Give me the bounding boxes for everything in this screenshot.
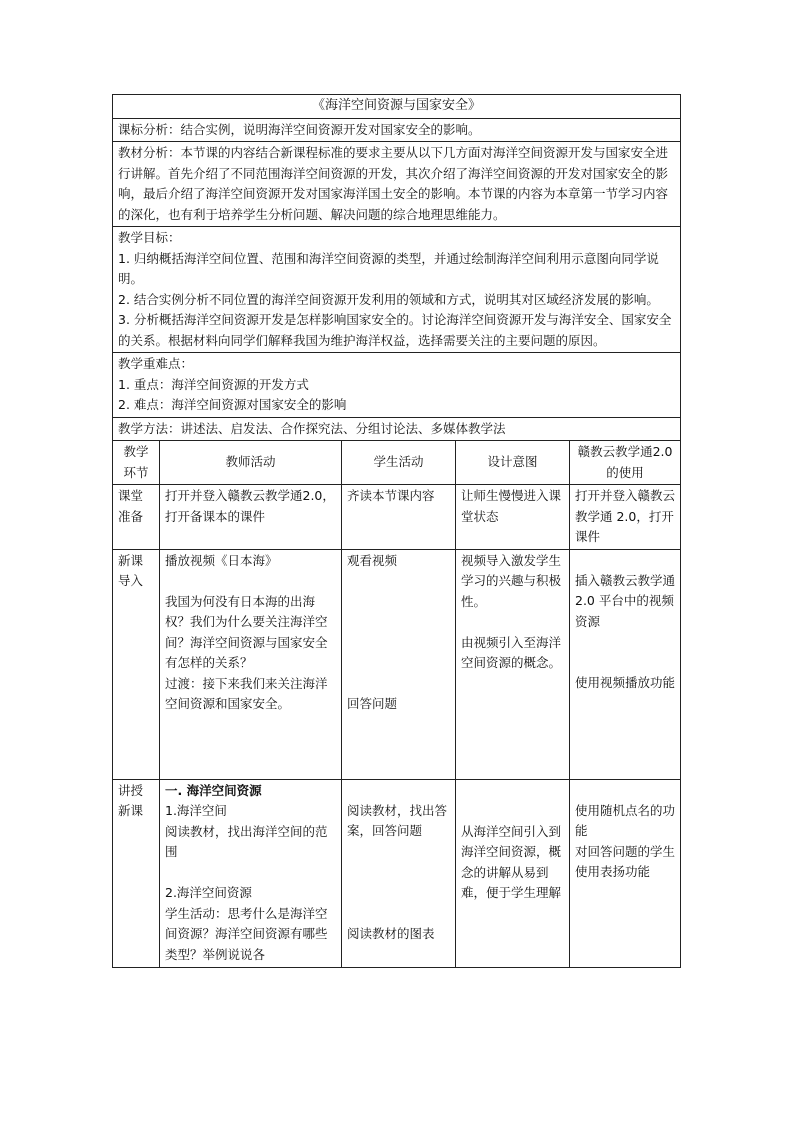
teaching-methods: 教学方法：讲述法、启发法、合作探究法、分组讨论法、多媒体教学法 [113, 417, 681, 441]
design-intent-cell [456, 549, 570, 779]
tool-usage-cell [570, 549, 681, 779]
teacher-activity-text: 我国为何没有日本海的出海权？我们为什么要关注海洋空间？海洋空间资源与国家安全有怎样的关系？ [165, 593, 328, 670]
teacher-activity-text: 过渡：接下来我们来关注海洋空间资源和国家安全。 [165, 675, 328, 711]
design-intent-text: 从海洋空间引入到海洋空间资源，概念的讲解从易到难，便于学生理解 [461, 823, 562, 900]
student-activity-text: 回答问题 [347, 696, 398, 711]
design-intent-cell: 让师生慢慢进入课堂状态 [456, 485, 570, 550]
key-points [113, 353, 681, 418]
column-header-tool: 赣教云教学通2.0的使用 [570, 441, 681, 485]
student-activity-text: 观看视频 [347, 552, 398, 568]
student-activity-text: 阅读教材的图表 [347, 925, 435, 941]
tool-usage-text: 对回答问题的学生使用表扬功能 [575, 843, 676, 879]
design-intent-text: 由视频引入至海洋空间资源的概念。 [461, 634, 562, 670]
subsection-heading: 1.海洋空间 [165, 803, 227, 818]
key-point-item: 2. 难点：海洋空间资源对国家安全的影响 [118, 397, 347, 412]
teacher-activity-text: 学生活动：思考什么是海洋空间资源？海洋空间资源有哪些类型？举例说说各 [165, 905, 328, 962]
teacher-activity-cell: 打开并登入赣教云教学通2.0，打开备课本的课件 [160, 485, 342, 550]
design-intent-text: 视频导入激发学生学习的兴趣与积极性。 [461, 552, 562, 609]
textbook-analysis: 教材分析：本节课的内容结合新课程标准的要求主要从以下几方面对海洋空间资源开发与国家安全进行讲解。首先介绍了不同范围海洋空间资源的开发，其次介绍了海洋空间资源的开发对国家安全的影响，最后介绍了海洋空间资源开发对国家海洋国土安全的影响。本节课的内容为本章第一节学习内容的深化，也有利于培养学生分析问题、解决问题的综合地理思维能力。 [113, 142, 681, 227]
objectives-heading: 教学目标： [118, 230, 181, 245]
stage-cell: 讲授新课 [113, 779, 160, 967]
lesson-plan-table [112, 94, 681, 968]
tool-usage-text: 使用随机点名的功能 [575, 802, 676, 838]
section-heading: 一. 海洋空间资源 [165, 782, 262, 798]
column-header-stage: 教学环节 [113, 441, 160, 485]
tool-usage-text: 使用视频播放功能 [575, 675, 676, 690]
objective-item: 3. 分析概括海洋空间资源开发是怎样影响国家安全的。讨论海洋空间资源开发与海洋安全、国家安全的关系。根据材料向同学们解释我国为维护海洋权益，选择需要关注的主要问题的原因。 [118, 312, 672, 348]
page-title: 《海洋空间资源与国家安全》 [113, 95, 681, 119]
stage-cell: 新课导入 [113, 549, 160, 779]
student-activity-cell [342, 779, 456, 967]
lesson-plan [112, 94, 680, 968]
subsection-heading: 2.海洋空间资源 [165, 885, 252, 900]
teacher-activity-cell [160, 779, 342, 967]
tool-usage-cell [570, 779, 681, 967]
column-header-intent: 设计意图 [456, 441, 570, 485]
objective-item: 2. 结合实例分析不同位置的海洋空间资源开发利用的领域和方式，说明其对区域经济发展的影响。 [118, 291, 659, 307]
column-header-student: 学生活动 [342, 441, 456, 485]
key-point-item: 1. 重点：海洋空间资源的开发方式 [118, 376, 309, 392]
student-activity-text: 阅读教材，找出答案，回答问题 [347, 802, 448, 838]
objective-item: 1. 归纳概括海洋空间位置、范围和海洋空间资源的类型，并通过绘制海洋空间利用示意图向同学说明。 [118, 250, 659, 286]
teaching-objectives [113, 227, 681, 353]
teacher-activity-cell [160, 549, 342, 779]
student-activity-cell [342, 549, 456, 779]
stage-cell: 课堂准备 [113, 485, 160, 550]
column-header-teacher: 教师活动 [160, 441, 342, 485]
teacher-activity-text: 阅读教材，找出海洋空间的范围 [165, 823, 328, 859]
design-intent-cell [456, 779, 570, 967]
teacher-activity-text: 播放视频《日本海》 [165, 552, 278, 568]
key-points-heading: 教学重难点： [118, 356, 194, 371]
tool-usage-cell: 打开并登入赣教云教学通 2.0，打开课件 [570, 485, 681, 550]
student-activity-cell: 齐读本节课内容 [342, 485, 456, 550]
curriculum-analysis: 课标分析：结合实例，说明海洋空间资源开发对国家安全的影响。 [113, 118, 681, 142]
tool-usage-text: 插入赣教云教学通 2.0 平台中的视频资源 [575, 572, 676, 629]
